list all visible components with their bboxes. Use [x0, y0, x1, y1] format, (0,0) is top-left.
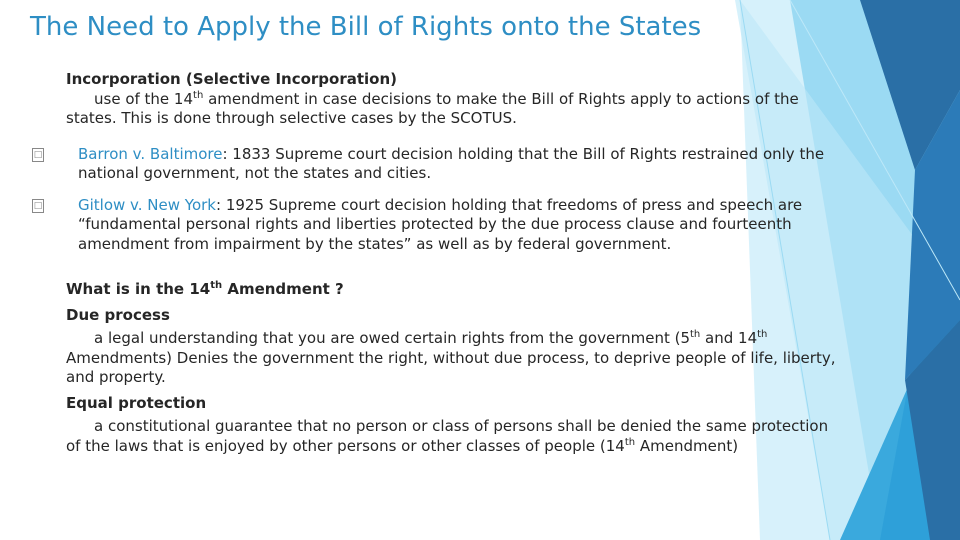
case-text: : 1925 Supreme court decision holding that freedoms of press and speech are “fundamental personal rights and liberties protected by the due process clause and fourteenth amendment from impairment by the states” as well as by federal government.: [78, 195, 803, 253]
equal-sup: th: [624, 436, 636, 448]
question-sup: th: [210, 280, 223, 291]
due-text-a: a legal understanding that you are owed certain rights from the government (5: [94, 329, 691, 347]
amendment-question: [66, 280, 846, 300]
slide-title: The Need to Apply the Bill of Rights onto the States: [30, 12, 702, 42]
slide-body: [33, 70, 846, 456]
due-text-c: Amendments) Denies the government the right, without due process, to deprive people of life, liberty, and property.: [66, 348, 836, 386]
equal-protection-heading: Equal protection: [66, 393, 207, 412]
case-name: Barron v. Baltimore: [78, 144, 223, 163]
question-text-b: Amendment ?: [222, 280, 344, 298]
due-text-b: and 14: [700, 329, 758, 347]
incorporation-sup: th: [193, 89, 204, 101]
bullet-box-icon: □: [33, 200, 43, 211]
due-sup-2: th: [757, 329, 768, 340]
case-text: : 1833 Supreme court decision holding that the Bill of Rights restrained only the national government, not the states and cities.: [78, 144, 825, 182]
incorporation-definition: [66, 90, 846, 129]
due-sup-1: th: [690, 329, 701, 340]
due-process-definition: [66, 329, 846, 388]
due-process-heading: Due process: [66, 305, 170, 324]
case-name: Gitlow v. New York: [78, 195, 216, 214]
question-text-a: What is in the 14: [66, 280, 211, 298]
equal-protection-definition: [66, 417, 846, 456]
incorporation-text-b: amendment in case decisions to make the Bill of Rights apply to actions of the states. This is done through selective cases by the SCOTUS.: [66, 89, 799, 127]
incorporation-heading: Incorporation (Selective Incorporation): [66, 70, 398, 88]
bullet-box-icon: □: [33, 149, 43, 160]
case-gitlow: [33, 195, 846, 255]
equal-text-b: Amendment): [635, 436, 739, 455]
incorporation-text-a: use of the 14: [94, 89, 194, 108]
case-barron: [33, 144, 846, 184]
equal-text-a: a constitutional guarantee that no person or class of persons shall be denied the same protection of the laws that is enjoyed by other persons or other classes of people (14: [66, 417, 829, 455]
